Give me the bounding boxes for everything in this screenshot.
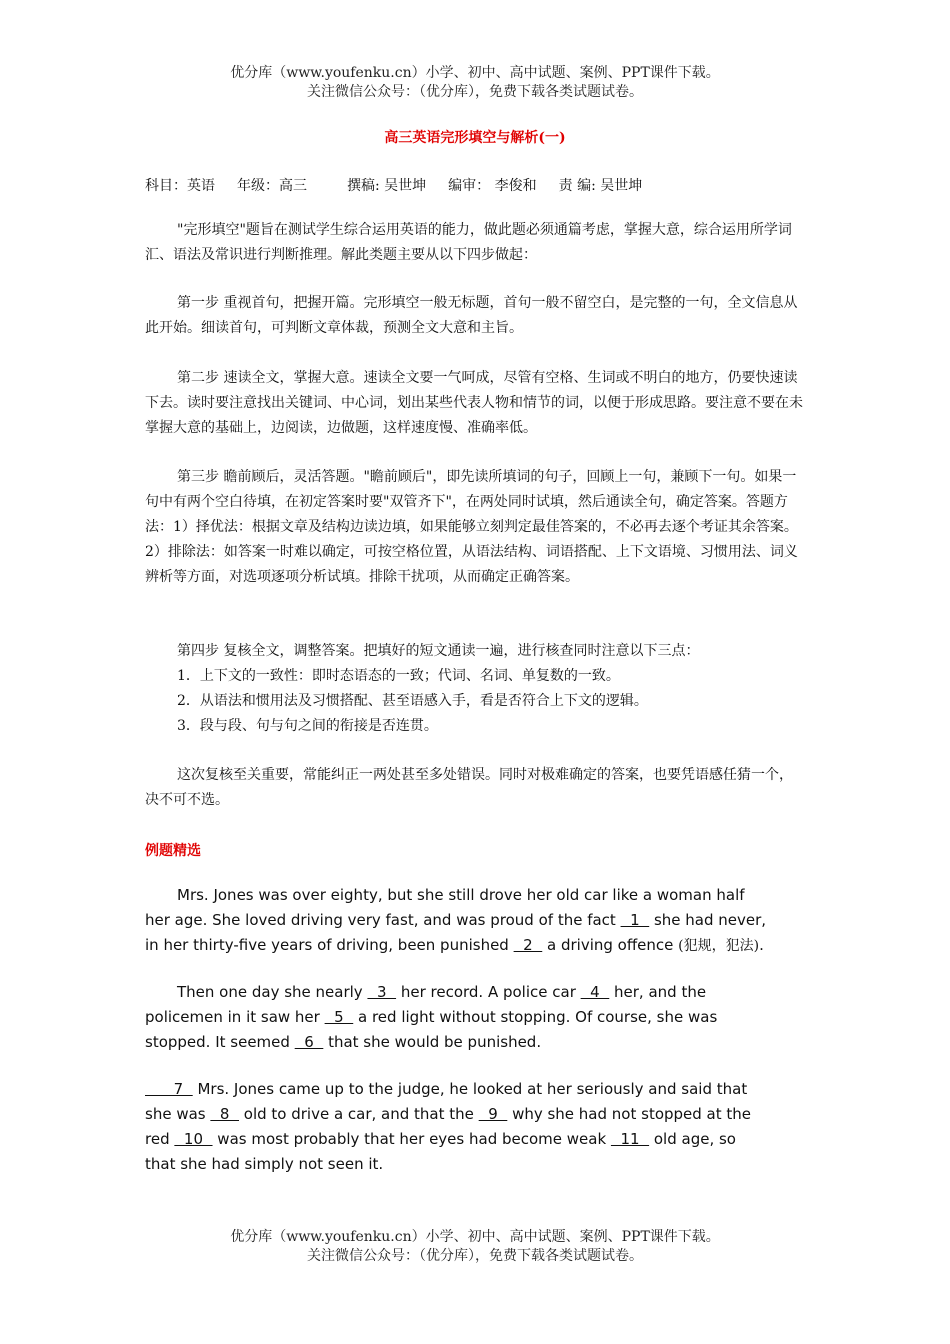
meta-reviewer: 编审： 李俊和 [448,178,537,194]
passage-line: in her thirty-five years of driving, been punished 2 a driving offence (犯规，犯法). [145,933,815,959]
passage-line: that she had simply not seen it. [145,1155,384,1173]
meta-subject: 科目：英语 [145,178,215,194]
blank-5[interactable]: 5 [324,1008,354,1026]
document-meta [145,175,642,195]
intro-paragraph: "完形填空"题旨在测试学生综合运用英语的能力，做此题必须通篇考虑，掌握大意，综合运用所学词汇、语法及常识进行判断推理。解此类题主要从以下四步做起： [145,222,792,263]
blank-2[interactable]: 2 [513,936,543,954]
meta-editor: 责 编: 吴世坤 [558,178,643,194]
blank-6[interactable]: 6 [294,1033,324,1051]
passage-line: Then one day she nearly 3 her record. A police car 4 her, and the [145,980,815,1005]
step3-paragraph: 第三步 瞻前顾后，灵活答题。"瞻前顾后"，即先读所填词的句子，回顾上一句，兼顾下一句。如果一句中有两个空白待填，在初定答案时要"双管齐下"，在两处同时试填，然后通读全句，确定答案。答题方法：1）择优法：根据文章及结构边读边填，如果能够立刻判定最佳答案的，不必再去逐个考证其余答案。2）排除法：如答案一时难以确定，可按空格位置，从语法结构、词语搭配、上下文语境、习惯用法、词义辨析等方面，对选项逐项分析试填。排除干扰项，从而确定正确答案。 [145,469,798,585]
meta-author: 撰稿: 吴世坤 [347,178,427,194]
passage-line: Mrs. Jones was over eighty, but she still drove her old car like a woman half [177,886,745,904]
list-item: 1．上下文的一致性：即时态语态的一致；代词、名词、单复数的一致。 [177,668,620,684]
page-header [0,64,950,102]
step2-paragraph: 第二步 速读全文，掌握大意。速读全文要一气呵成，尽管有空格、生词或不明白的地方，仍要快速读下去。读时要注意找出关键词、中心词，划出某些代表人物和情节的词，以便于形成思路。要注意不要在未掌握大意的基础上，边阅读，边做题，这样速度慢、准确率低。 [145,370,803,436]
passage-line: stopped. It seemed 6 that she would be punished. [145,1030,815,1055]
step4-block [145,639,805,739]
passage-line: her age. She loved driving very fast, and was proud of the fact 1 she had never, [145,908,815,933]
step1-paragraph: 第一步 重视首句，把握开篇。完形填空一般无标题，首句一般不留空白，是完整的一句，全文信息从此开始。细读首句，可判断文章体裁，预测全文大意和主旨。 [145,295,798,336]
list-item: 2．从语法和惯用法及习惯搭配、甚至语感入手，看是否符合上下文的逻辑。 [177,693,648,709]
header-line-1: 优分库（www.youfenku.cn）小学、初中、高中试题、案例、PPT课件下载。 [230,65,720,81]
passage-line: 7 Mrs. Jones came up to the judge, he looked at her seriously and said that [145,1077,815,1102]
blank-7[interactable]: 7 [145,1080,193,1098]
header-line-2: 关注微信公众号：（优分库），免费下载各类试题试卷。 [307,84,643,100]
document-title: 高三英语完形填空与解析(一) [384,130,566,146]
blank-3[interactable]: 3 [367,983,397,1001]
footer-line-1: 优分库（www.youfenku.cn）小学、初中、高中试题、案例、PPT课件下载。 [230,1229,720,1245]
gloss: (犯规，犯法) [678,938,760,954]
meta-grade: 年级：高三 [237,178,307,194]
blank-10[interactable]: 10 [174,1130,213,1148]
passage-paragraph-1 [145,883,815,959]
passage-line: she was 8 old to drive a car, and that the 9 why she had not stopped at the [145,1102,815,1127]
page-footer [0,1228,950,1266]
passage-line: policemen in it saw her 5 a red light without stopping. Of course, she was [145,1005,815,1030]
blank-1[interactable]: 1 [620,911,650,929]
step4-intro: 第四步 复核全文，调整答案。把填好的短文通读一遍，进行核查同时注意以下三点： [177,643,700,659]
passage-paragraph-2 [145,980,815,1055]
section-title: 例题精选 [145,843,201,859]
list-item: 3．段与段、句与句之间的衔接是否连贯。 [177,718,438,734]
passage-line: red 10 was most probably that her eyes had become weak 11 old age, so [145,1127,815,1152]
blank-11[interactable]: 11 [610,1130,650,1148]
blank-9[interactable]: 9 [478,1105,508,1123]
blank-8[interactable]: 8 [210,1105,239,1123]
blank-4[interactable]: 4 [580,983,610,1001]
conclusion-paragraph: 这次复核至关重要，常能纠正一两处甚至多处错误。同时对极难确定的答案，也要凭语感任猜一个，决不可不选。 [145,767,793,808]
footer-line-2: 关注微信公众号：（优分库），免费下载各类试题试卷。 [307,1248,643,1264]
passage-paragraph-3 [145,1077,815,1177]
